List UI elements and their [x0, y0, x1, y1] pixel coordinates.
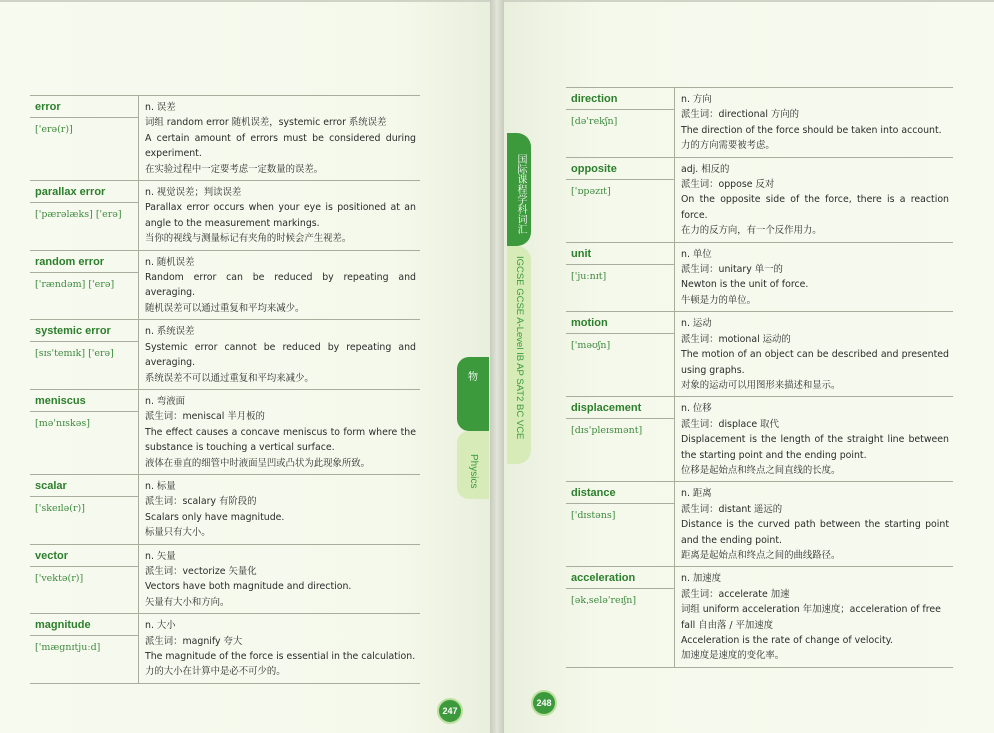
definition-line: n. 位移 — [681, 403, 712, 415]
entry-definition — [674, 312, 953, 396]
glossary-entry — [566, 87, 953, 158]
entry-head — [566, 243, 674, 312]
definition-line: n. 运动 — [681, 318, 712, 330]
definition-line: The effect causes a concave meniscus to form where the substance is touching a vertical surface. — [145, 426, 416, 454]
definition-line: Distance is the curved path between the starting point and the ending point. — [681, 519, 949, 546]
glossary-entry — [30, 251, 420, 321]
definition-line: The motion of an object can be described and presented using graphs. — [681, 349, 949, 376]
entry-definition — [674, 158, 953, 242]
entry-head — [30, 251, 138, 320]
definition-line: n. 误差 — [145, 102, 176, 113]
glossary-entry — [30, 614, 420, 684]
entry-word: magnitude — [30, 614, 138, 636]
definition-line: 位移是起始点和终点之间直线的长度。 — [681, 464, 841, 476]
entry-pronunciation: ['skeɪlə(r)] — [35, 502, 85, 514]
glossary-entry — [566, 397, 953, 482]
entry-word: meniscus — [30, 390, 138, 412]
definition-line: 派生词：motional 运动的 — [681, 333, 791, 345]
definition-line: 词组 uniform acceleration 年加速度；acceleration of free fall 自由落 / 平加速度 — [681, 604, 941, 631]
entry-pronunciation: [mə'nɪskəs] — [35, 417, 90, 429]
glossary-entry — [30, 545, 420, 615]
definition-line: 派生词：unitary 单一的 — [681, 264, 783, 276]
entry-head — [566, 158, 674, 242]
entry-definition — [138, 96, 420, 180]
definition-line: Acceleration is the rate of change of velocity. — [681, 635, 893, 646]
definition-line: 加速度是速度的变化率。 — [681, 650, 785, 662]
definition-line: 派生词：displace 取代 — [681, 418, 779, 430]
entry-word: error — [30, 96, 138, 118]
entry-pronunciation: [əkˌselə'reɪʃn] — [571, 595, 637, 607]
entry-head — [30, 96, 138, 180]
definition-line: n. 标量 — [145, 480, 176, 492]
glossary-entry — [566, 482, 953, 567]
entry-word: unit — [566, 243, 674, 265]
entry-word: distance — [566, 482, 674, 504]
definition-line: Newton is the unit of force. — [681, 279, 809, 291]
definition-line: A certain amount of errors must be considered during experiment. — [145, 132, 416, 160]
entry-head — [566, 397, 674, 481]
subject-tab-english: Physics — [457, 431, 489, 499]
entry-definition — [674, 88, 953, 157]
entry-pronunciation: ['erə(r)] — [35, 124, 73, 135]
definition-line: n. 距离 — [681, 488, 712, 500]
entry-word: parallax error — [30, 181, 138, 203]
entry-head — [30, 320, 138, 389]
entry-definition — [138, 320, 420, 389]
definition-line: 当你的视线与测量标记有夹角的时候会产生视差。 — [145, 233, 352, 245]
entry-word: motion — [566, 312, 674, 334]
entry-definition — [138, 390, 420, 474]
entry-pronunciation: [sɪs'temɪk] ['erə] — [35, 348, 114, 360]
entry-pronunciation: ['juːnɪt] — [571, 270, 607, 282]
glossary-entry — [30, 475, 420, 545]
right-entry-list — [566, 87, 953, 668]
page-number-left: 247 — [437, 698, 463, 724]
entry-definition — [138, 545, 420, 614]
definition-line: n. 系统误差 — [145, 326, 195, 338]
entry-word: systemic error — [30, 320, 138, 342]
definition-line: 牛顿是力的单位。 — [681, 294, 757, 306]
entry-word: direction — [566, 88, 674, 110]
left-entry-list — [30, 95, 420, 684]
entry-pronunciation: [də'rekʃn] — [571, 116, 618, 127]
definition-line: The magnitude of the force is essential in the calculation. — [145, 651, 416, 662]
definition-line: 随机误差可以通过重复和平均来减少。 — [145, 302, 305, 314]
exam-list-tab: IGCSE GCSE A-Level IB AP SAT2 BC VCE — [507, 246, 531, 464]
glossary-entry — [566, 158, 953, 243]
definition-line: Scalars only have magnitude. — [145, 511, 285, 523]
definition-line: 系统误差不可以通过重复和平均来减少。 — [145, 372, 314, 384]
entry-head — [30, 545, 138, 614]
entry-head — [566, 482, 674, 566]
glossary-entry — [566, 312, 953, 397]
entry-definition — [674, 567, 953, 666]
glossary-entry — [566, 243, 953, 313]
definition-line: n. 加速度 — [681, 573, 722, 585]
definition-line: Systemic error cannot be reduced by repeating and averaging. — [145, 341, 416, 369]
definition-line: 派生词：vectorize 矢量化 — [145, 565, 257, 577]
definition-line: 力的大小在计算中是必不可少的。 — [145, 666, 286, 678]
definition-line: Parallax error occurs when your eye is positioned at an angle to the measurement markings. — [145, 202, 416, 229]
entry-definition — [674, 243, 953, 312]
definition-line: Displacement is the length of the straight line between the starting point and the ending point. — [681, 434, 949, 461]
subject-tab-chinese: 物 — [457, 357, 489, 431]
definition-line: n. 大小 — [145, 620, 176, 632]
definition-line: n. 随机误差 — [145, 256, 195, 268]
definition-line: n. 视觉误差；判读误差 — [145, 187, 242, 199]
definition-line: n. 方向 — [681, 94, 712, 105]
glossary-entry — [566, 567, 953, 667]
entry-pronunciation: ['vektə(r)] — [35, 572, 84, 584]
definition-line: 标量只有大小。 — [145, 527, 211, 539]
entry-pronunciation: ['məʊʃn] — [571, 340, 611, 352]
entry-head — [30, 390, 138, 474]
definition-line: On the opposite side of the force, there is a reaction force. — [681, 194, 949, 221]
vocabulary-tab: 国际课程学科词汇 — [507, 133, 531, 246]
entry-head — [30, 614, 138, 683]
definition-line: 距离是起始点和终点之间的曲线路径。 — [681, 549, 841, 561]
left-page — [0, 2, 490, 733]
entry-pronunciation: [dɪs'pleɪsmənt] — [571, 425, 643, 437]
definition-line: n. 矢量 — [145, 550, 176, 562]
entry-word: vector — [30, 545, 138, 567]
entry-pronunciation: ['mægnɪtjuːd] — [35, 642, 101, 654]
page-number-right: 248 — [531, 690, 557, 716]
definition-line: 液体在垂直的细管中时液面呈凹或凸状为此现象所致。 — [145, 457, 371, 469]
definition-line: n. 单位 — [681, 248, 712, 260]
definition-line: 派生词：scalary 有阶段的 — [145, 496, 257, 508]
entry-pronunciation: ['rændəm] ['erə] — [35, 278, 115, 290]
definition-line: 派生词：directional 方向的 — [681, 109, 800, 121]
definition-line: 在实验过程中一定要考虑一定数量的误差。 — [145, 163, 324, 175]
entry-pronunciation: ['dɪstəns] — [571, 510, 616, 522]
entry-pronunciation: ['ɒpəzɪt] — [571, 185, 611, 197]
definition-line: 派生词：oppose 反对 — [681, 179, 775, 191]
entry-head — [566, 88, 674, 157]
glossary-entry — [30, 95, 420, 181]
definition-line: Vectors have both magnitude and direction. — [145, 581, 352, 593]
entry-word: opposite — [566, 158, 674, 180]
entry-word: acceleration — [566, 567, 674, 589]
entry-head — [30, 181, 138, 250]
entry-head — [566, 312, 674, 396]
definition-line: 对象的运动可以用图形来描述和显示。 — [681, 379, 841, 391]
entry-word: random error — [30, 251, 138, 273]
definition-line: The direction of the force should be taken into account. — [681, 124, 942, 136]
definition-line: 矢量有大小和方向。 — [145, 596, 230, 608]
definition-line: 在力的反方向，有一个反作用力。 — [681, 225, 822, 237]
entry-word: displacement — [566, 397, 674, 419]
definition-line: 派生词：magnify 夸大 — [145, 635, 243, 647]
book-gutter — [490, 0, 504, 733]
entry-definition — [138, 475, 420, 544]
glossary-entry — [30, 181, 420, 251]
entry-definition — [674, 482, 953, 566]
entry-definition — [674, 397, 953, 481]
entry-definition — [138, 251, 420, 320]
entry-definition — [138, 614, 420, 683]
definition-line: 派生词：meniscal 半月板的 — [145, 411, 265, 423]
definition-line: 力的方向需要被考虑。 — [681, 140, 775, 152]
definition-line: 派生词：accelerate 加速 — [681, 588, 790, 600]
entry-head — [30, 475, 138, 544]
entry-word: scalar — [30, 475, 138, 497]
definition-line: Random error can be reduced by repeating and averaging. — [145, 272, 416, 299]
glossary-entry — [30, 320, 420, 390]
entry-definition — [138, 181, 420, 250]
glossary-entry — [30, 390, 420, 475]
definition-line: 词组 random error 随机误差，systemic error 系统误差 — [145, 117, 387, 129]
definition-line: adj. 相反的 — [681, 163, 730, 175]
definition-line: 派生词：distant 遥远的 — [681, 503, 783, 515]
entry-head — [566, 567, 674, 666]
entry-pronunciation: ['pærəlæks] ['erə] — [35, 209, 122, 221]
definition-line: n. 弯液面 — [145, 395, 186, 407]
